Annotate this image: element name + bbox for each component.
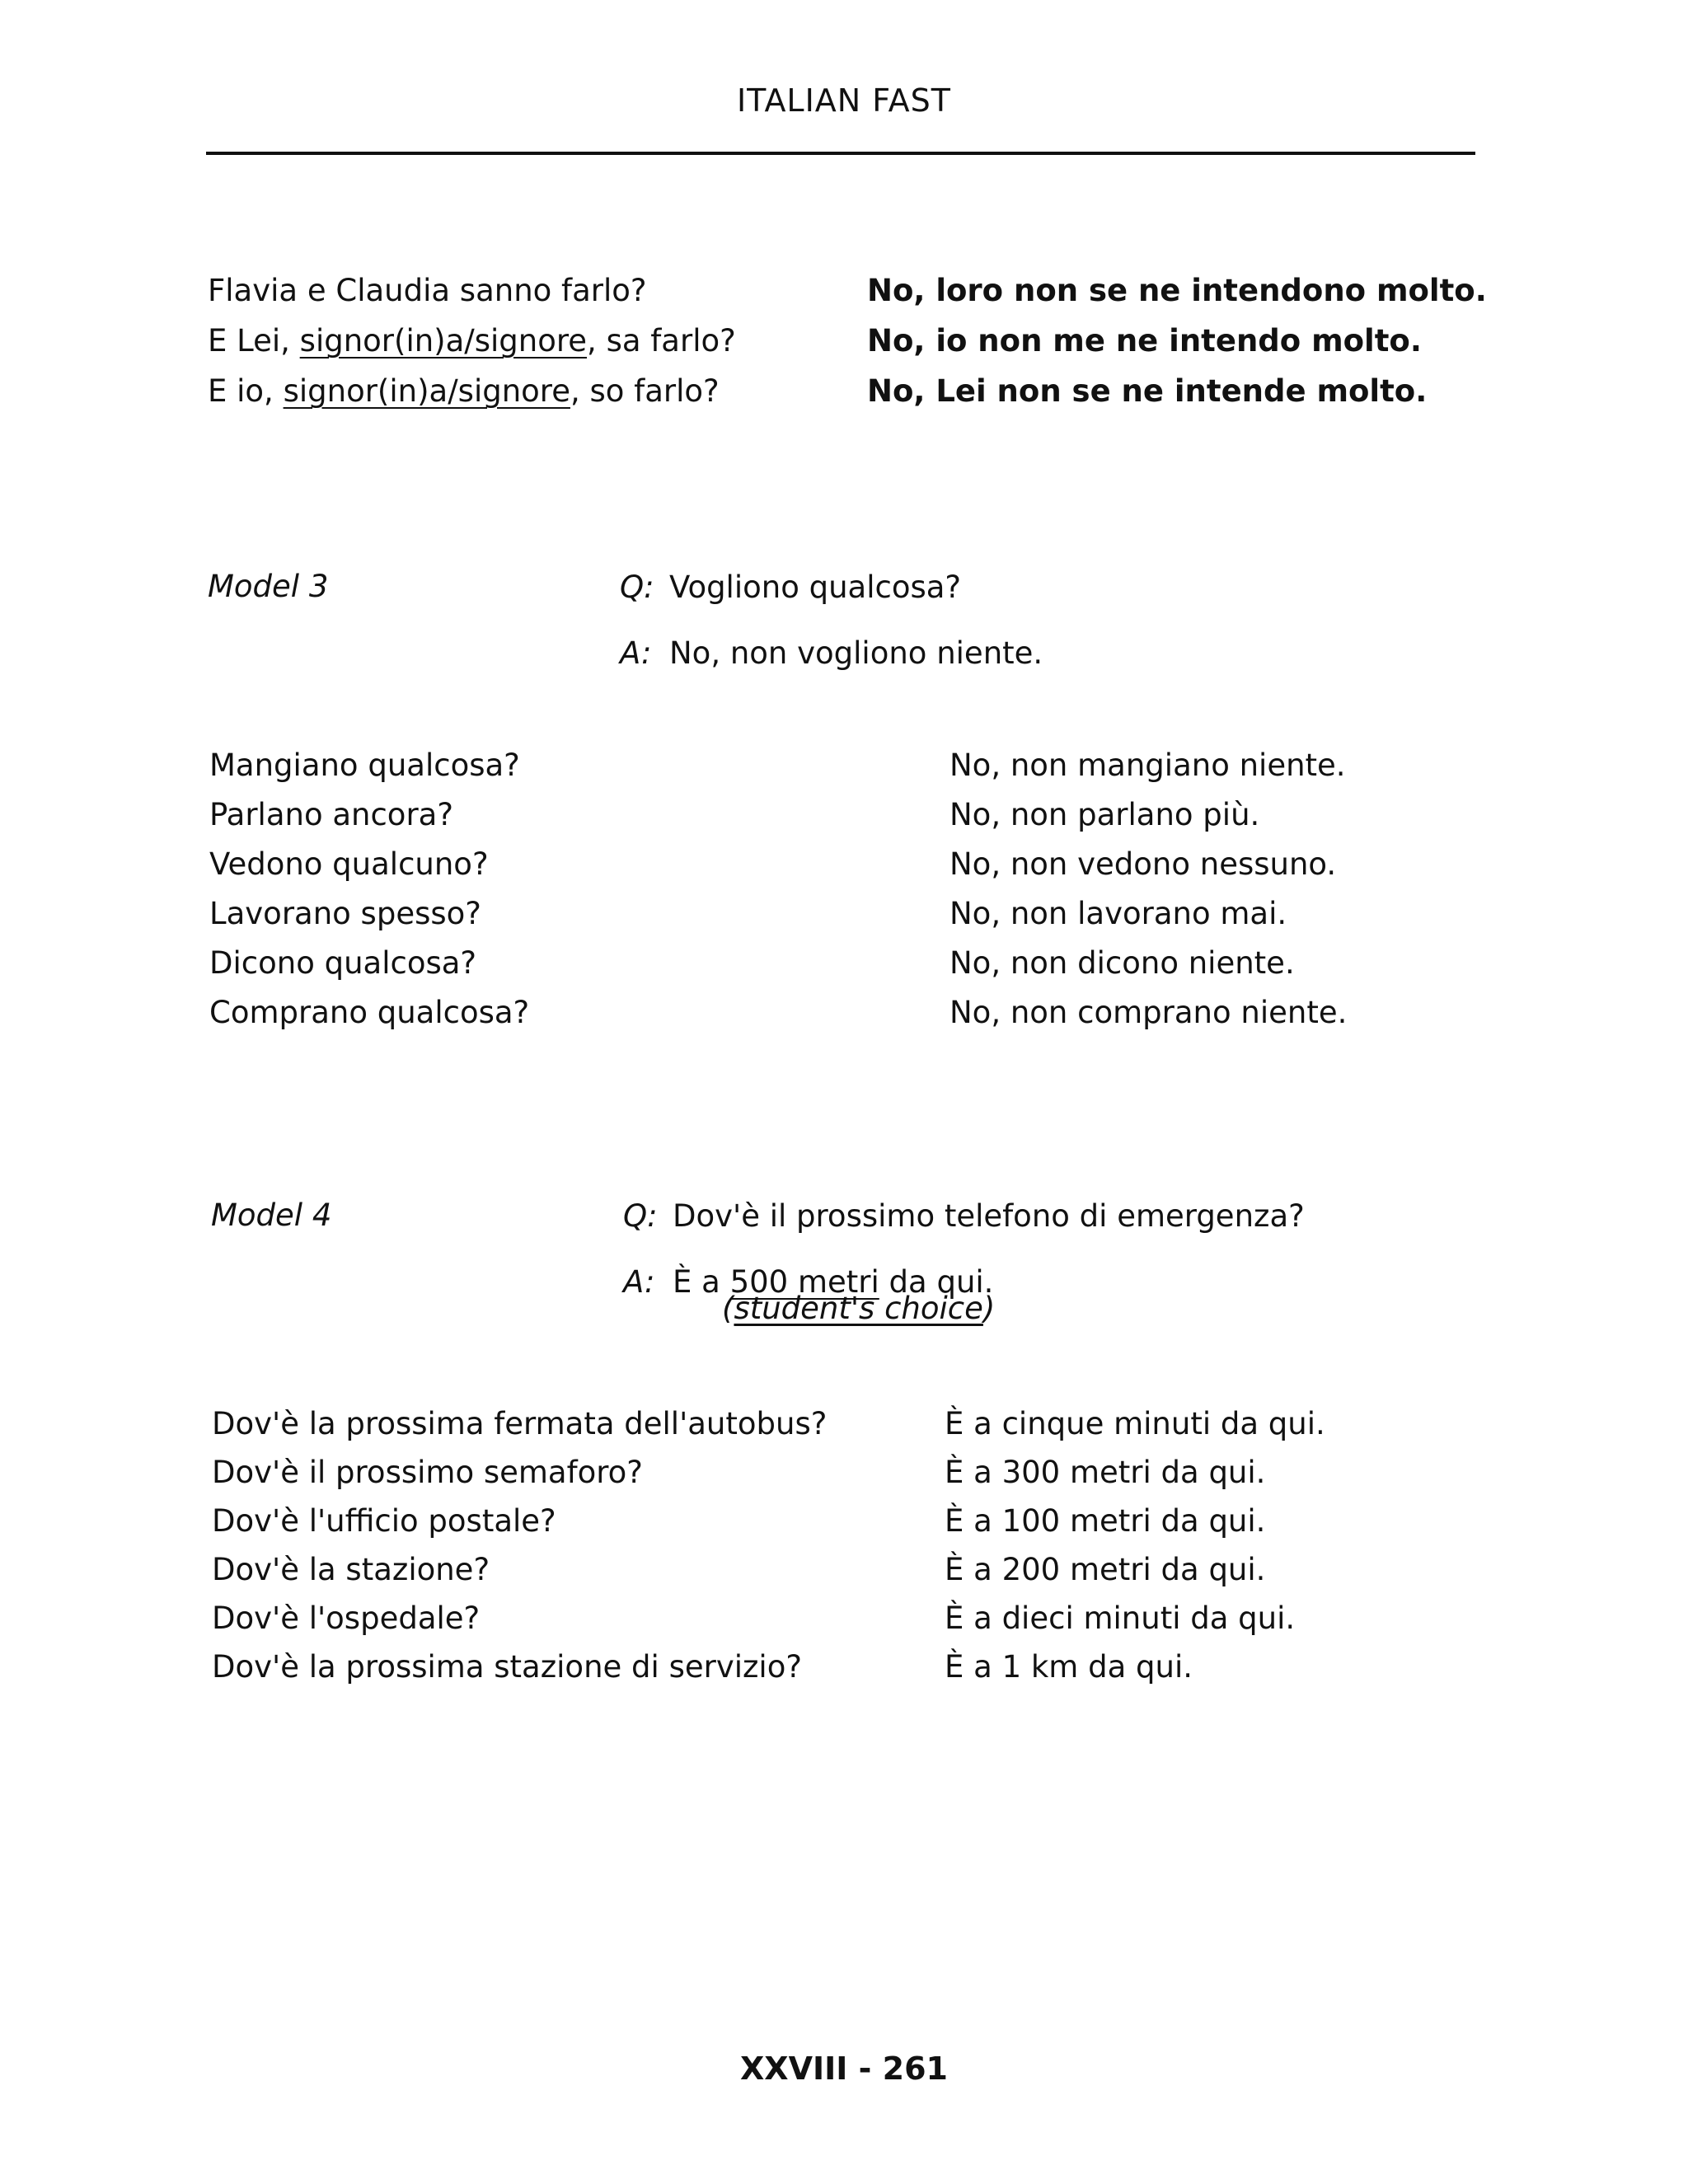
model-3-answer-1: No, non mangiano niente. bbox=[950, 748, 1346, 783]
section-a-question-3 bbox=[208, 366, 720, 416]
model-4-answer-5: È a dieci minuti da qui. bbox=[945, 1601, 1296, 1636]
model-question-text: Dov'è il prossimo telefono di emergenza? bbox=[673, 1198, 1305, 1234]
model-4-question-1: Dov'è la prossima fermata dell'autobus? bbox=[212, 1406, 828, 1441]
q-label: Q: bbox=[620, 569, 654, 605]
question-text: E io, bbox=[208, 373, 284, 409]
model-4-question-3: Dov'è l'ufficio postale? bbox=[212, 1503, 556, 1539]
model-4-answer-4: È a 200 metri da qui. bbox=[945, 1552, 1266, 1587]
q-label: Q: bbox=[623, 1198, 658, 1234]
model-3-label: Model 3 bbox=[208, 569, 329, 604]
paren-open: ( bbox=[722, 1291, 734, 1326]
model-4-question bbox=[623, 1191, 1305, 1241]
model-3-question-2: Parlano ancora? bbox=[209, 797, 453, 832]
model-3-question bbox=[620, 562, 961, 612]
model-answer-text: È a bbox=[673, 1264, 730, 1300]
students-choice-note bbox=[722, 1291, 995, 1326]
model-4-label: Model 4 bbox=[211, 1197, 332, 1233]
section-a-answer-1: No, loro non se ne intendono molto. bbox=[867, 273, 1487, 308]
model-3-question-5: Dicono qualcosa? bbox=[209, 945, 477, 981]
model-3-answer-4: No, non lavorano mai. bbox=[950, 896, 1287, 931]
model-3-question-4: Lavorano spesso? bbox=[209, 896, 481, 931]
model-4-question-6: Dov'è la prossima stazione di servizio? bbox=[212, 1649, 802, 1685]
model-answer-text: No, non vogliono niente. bbox=[669, 635, 1043, 671]
paren-close: ) bbox=[982, 1291, 996, 1326]
section-a-answer-2: No, io non me ne intendo molto. bbox=[867, 323, 1422, 359]
model-3-question-3: Vedono qualcuno? bbox=[209, 846, 489, 882]
model-question-text: Vogliono qualcosa? bbox=[669, 569, 962, 605]
question-text-end: , so farlo? bbox=[570, 373, 720, 409]
a-label: A: bbox=[620, 635, 652, 671]
model-4-question-2: Dov'è il prossimo semaforo? bbox=[212, 1455, 643, 1490]
model-3-answer-2: No, non parlano più. bbox=[950, 797, 1260, 832]
page-number: XXVIII - 261 bbox=[740, 2050, 948, 2087]
section-a-question-2 bbox=[208, 316, 736, 366]
model-4-answer-1: È a cinque minuti da qui. bbox=[945, 1406, 1325, 1441]
a-label: A: bbox=[623, 1264, 655, 1300]
model-3-question-6: Comprano qualcosa? bbox=[209, 995, 530, 1030]
model-3-answer bbox=[620, 628, 1043, 678]
model-3-answer-3: No, non vedono nessuno. bbox=[950, 846, 1337, 882]
model-4-answer-2: È a 300 metri da qui. bbox=[945, 1455, 1266, 1490]
choice-text: student's choice bbox=[734, 1291, 983, 1326]
underlined-blank: signor(in)a/signore bbox=[299, 323, 588, 359]
model-3-answer-6: No, non comprano niente. bbox=[950, 995, 1348, 1030]
page-header: ITALIAN FAST bbox=[736, 82, 952, 119]
underlined-blank: signor(in)a/signore bbox=[283, 373, 570, 409]
section-a-answer-3: No, Lei non se ne intende molto. bbox=[867, 373, 1428, 409]
model-4-answer-3: È a 100 metri da qui. bbox=[945, 1503, 1266, 1539]
underlined-blank: 500 metri bbox=[729, 1264, 879, 1300]
model-answer-text-end: da qui. bbox=[879, 1264, 994, 1300]
model-4-answer-6: È a 1 km da qui. bbox=[945, 1649, 1193, 1685]
model-4-question-4: Dov'è la stazione? bbox=[212, 1552, 490, 1587]
question-text-end: , sa farlo? bbox=[587, 323, 736, 359]
question-text: E Lei, bbox=[208, 323, 300, 359]
question-text: Flavia e Claudia sanno farlo? bbox=[208, 273, 647, 308]
header-rule bbox=[206, 152, 1475, 155]
model-4-question-5: Dov'è l'ospedale? bbox=[212, 1601, 481, 1636]
model-3-question-1: Mangiano qualcosa? bbox=[209, 748, 520, 783]
section-a-question-1 bbox=[208, 265, 647, 316]
model-3-answer-5: No, non dicono niente. bbox=[950, 945, 1295, 981]
